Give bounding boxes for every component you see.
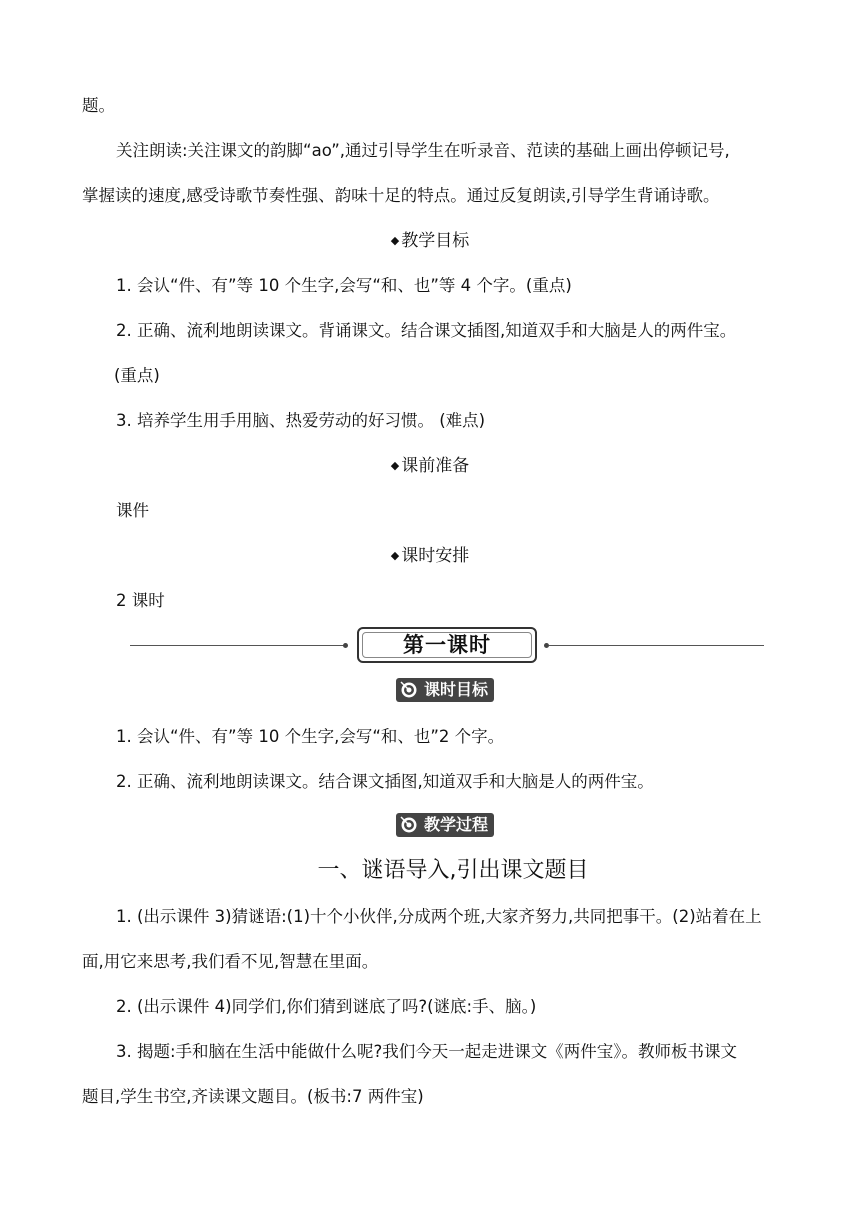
section-title: 一、谜语导入,引出课文题目	[317, 858, 589, 883]
heading-label: 教学目标	[401, 231, 470, 251]
target-icon	[400, 681, 418, 699]
teaching-goals-heading	[0, 229, 860, 253]
paragraph-fragment: 题。	[82, 96, 115, 115]
paragraph-line: 掌握读的速度,感受诗歌节奏性强、韵味十足的特点。通过反复朗读,引导学生背诵诗歌。	[82, 186, 720, 205]
divider-left	[130, 645, 345, 646]
diamond-bullet-icon: ◆	[390, 459, 400, 472]
step-line: 1. (出示课件 3)猜谜语:(1)十个小伙伴,分成两个班,大家齐努力,共同把事干。(2)站着在上	[116, 907, 762, 926]
tag-label: 教学过程	[424, 815, 489, 834]
schedule-text: 2 课时	[116, 591, 165, 610]
divider-dot-left	[343, 643, 348, 648]
tag-label: 课时目标	[424, 680, 489, 699]
step-line: 面,用它来思考,我们看不见,智慧在里面。	[82, 952, 379, 971]
goal-item: 1. 会认“件、有”等 10 个生字,会写“和、也”等 4 个字。(重点)	[116, 276, 572, 295]
heading-label: 课前准备	[401, 456, 470, 476]
step-line: 3. 揭题:手和脑在生活中能做什么呢?我们今天一起走进课文《两件宝》。教师板书课文	[116, 1042, 738, 1061]
lesson-title-box	[357, 627, 537, 663]
lesson-goal-item: 2. 正确、流利地朗读课文。结合课文插图,知道双手和大脑是人的两件宝。	[116, 772, 654, 791]
schedule-heading	[0, 544, 860, 568]
step-line: 2. (出示课件 4)同学们,你们猜到谜底了吗?(谜底:手、脑。)	[116, 997, 537, 1016]
lesson-goals-tag	[396, 678, 494, 702]
target-icon	[400, 816, 418, 834]
lesson-title: 第一课时	[403, 633, 491, 657]
goal-item: 2. 正确、流利地朗读课文。背诵课文。结合课文插图,知道双手和大脑是人的两件宝。	[116, 321, 737, 340]
paragraph-line: 关注朗读:关注课文的韵脚“ao”,通过引导学生在听录音、范读的基础上画出停顿记号,	[116, 141, 730, 160]
divider-right	[549, 645, 764, 646]
preparation-text: 课件	[116, 501, 149, 520]
goal-item-continued: (重点)	[114, 366, 160, 385]
divider-dot-right	[544, 643, 549, 648]
goal-item: 3. 培养学生用手用脑、热爱劳动的好习惯。 (难点)	[116, 411, 486, 430]
diamond-bullet-icon: ◆	[390, 234, 400, 247]
diamond-bullet-icon: ◆	[390, 549, 400, 562]
teaching-process-tag	[396, 813, 494, 837]
step-line: 题目,学生书空,齐读课文题目。(板书:7 两件宝)	[82, 1087, 424, 1106]
heading-label: 课时安排	[401, 546, 470, 566]
preparation-heading	[0, 454, 860, 478]
lesson-goal-item: 1. 会认“件、有”等 10 个生字,会写“和、也”2 个字。	[116, 727, 505, 746]
